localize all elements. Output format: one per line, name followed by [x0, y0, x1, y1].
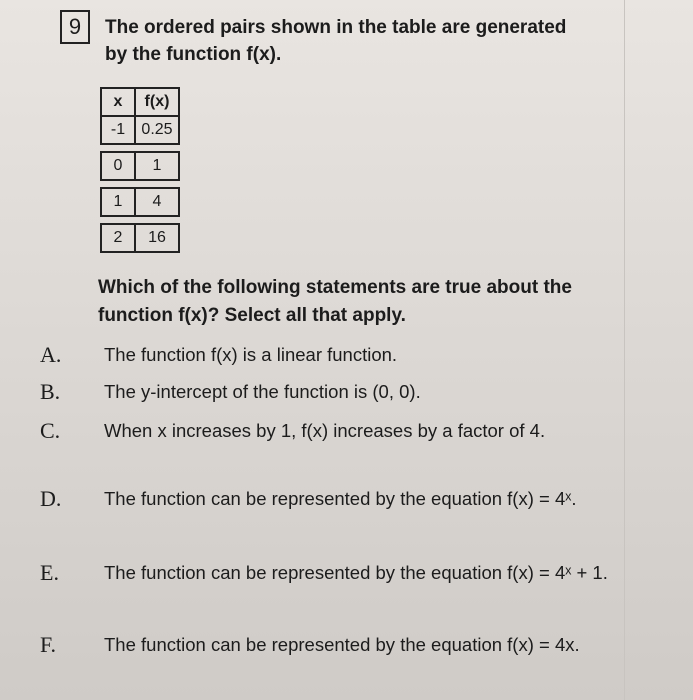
table-cell-fx: 0.25 — [135, 116, 179, 144]
table-row — [101, 152, 179, 180]
option-text: The function can be represented by the equation f(x) = 4ˣ. — [104, 488, 577, 509]
option-letter: D. — [40, 486, 62, 511]
option-text: The y-intercept of the function is (0, 0). — [104, 381, 421, 402]
table-cell-x: 1 — [101, 188, 135, 216]
table-header-row — [101, 88, 179, 116]
table-row-gap — [101, 216, 179, 224]
question-prompt: Which of the following statements are true about the function f(x)? Select all that apply. — [98, 277, 572, 326]
table-row — [101, 116, 179, 144]
table-cell-x: 0 — [101, 152, 135, 180]
page-margin-line — [624, 0, 625, 700]
table-header-x: x — [101, 88, 135, 116]
option-letter: C. — [40, 418, 61, 443]
table-cell-fx: 1 — [135, 152, 179, 180]
table-row-gap — [101, 180, 179, 188]
table-header-fx: f(x) — [135, 88, 179, 116]
table-row-gap — [101, 144, 179, 152]
option-text: The function f(x) is a linear function. — [104, 344, 398, 365]
option-letter: E. — [40, 560, 59, 585]
ordered-pairs-table — [100, 87, 180, 253]
table-cell-fx: 16 — [135, 224, 179, 252]
table-row — [101, 188, 179, 216]
table-cell-fx: 4 — [135, 188, 179, 216]
option-letter: F. — [40, 632, 56, 657]
question-number-box: 9 — [60, 10, 90, 44]
table-cell-x: 2 — [101, 224, 135, 252]
option-text: The function can be represented by the equation f(x) = 4x. — [104, 634, 580, 655]
question-intro: The ordered pairs shown in the table are generated by the function f(x). — [105, 17, 567, 65]
option-text: When x increases by 1, f(x) increases by a factor of 4. — [104, 420, 546, 441]
option-letter: B. — [40, 379, 61, 404]
table-row — [101, 224, 179, 252]
option-letter: A. — [40, 342, 62, 367]
table-cell-x: -1 — [101, 116, 135, 144]
option-text: The function can be represented by the equation f(x) = 4ˣ + 1. — [104, 562, 608, 583]
